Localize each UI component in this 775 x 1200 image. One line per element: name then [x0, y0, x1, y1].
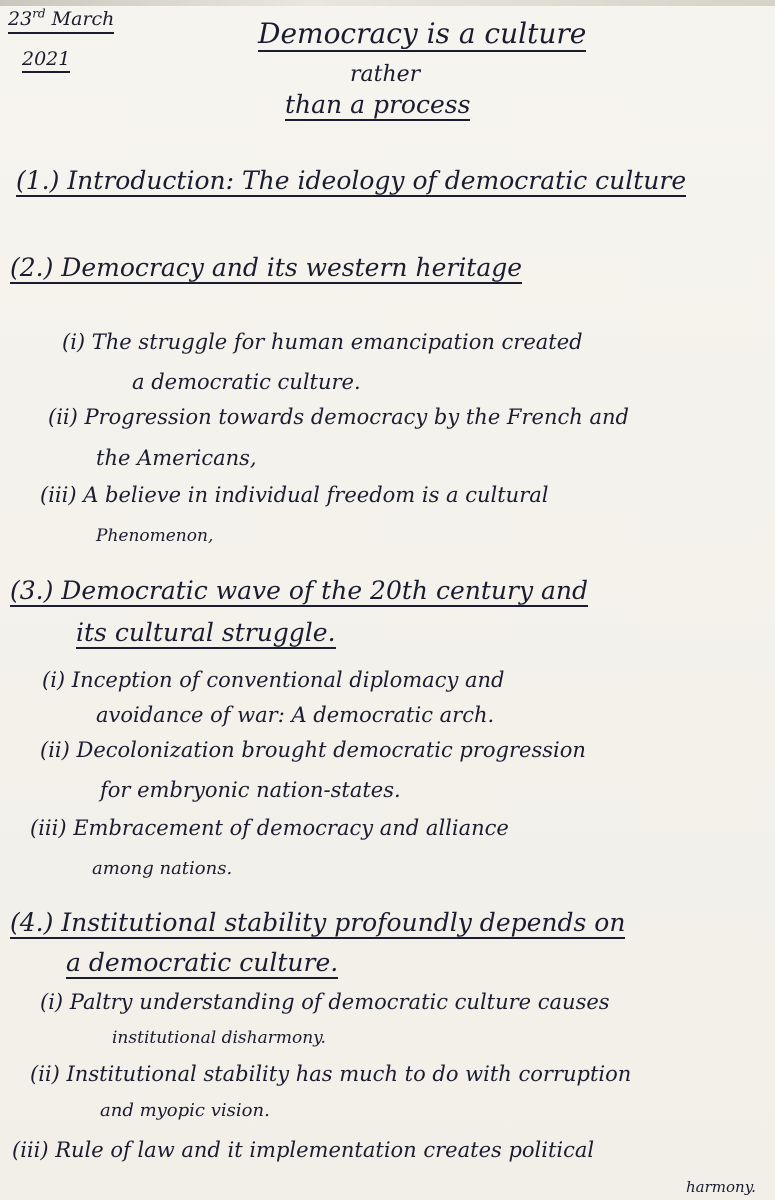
- section-3-item-2-cont: for embryonic nation-states.: [100, 778, 401, 802]
- section-2-heading: (2.) Democracy and its western heritage: [10, 253, 523, 282]
- section-3-item-3-cont: among nations.: [92, 858, 233, 879]
- section-2-item-1-cont: a democratic culture.: [132, 370, 361, 394]
- section-4-item-2: (ii) Institutional stability has much to do with corruption: [30, 1062, 632, 1086]
- section-3-item-1-cont: avoidance of war: A democratic arch.: [96, 703, 495, 727]
- section-4-heading-cont: a democratic culture.: [66, 948, 339, 977]
- section-2-item-2: (ii) Progression towards democracy by the French and: [48, 405, 629, 429]
- section-3-item-1: (i) Inception of conventional diplomacy and: [42, 668, 505, 692]
- section-4-item-1-cont: institutional disharmony.: [112, 1028, 326, 1048]
- section-2-item-1: (i) The struggle for human emancipation created: [62, 330, 583, 354]
- section-3-heading: (3.) Democratic wave of the 20th century and: [10, 576, 589, 605]
- date-year: 2021: [22, 50, 70, 73]
- title-line-2: rather: [350, 62, 421, 87]
- section-3-item-3: (iii) Embracement of democracy and alliance: [30, 816, 509, 840]
- section-2-item-3: (iii) A believe in individual freedom is a cultural: [40, 483, 549, 507]
- section-4-item-3-cont: harmony.: [686, 1178, 756, 1196]
- section-4-item-3: (iii) Rule of law and it implementation creates political: [12, 1138, 595, 1162]
- section-1-heading: (1.) Introduction: The ideology of democratic culture: [16, 166, 687, 195]
- page-top-edge: [0, 0, 775, 6]
- section-3-item-2: (ii) Decolonization brought democratic progression: [40, 738, 586, 762]
- title-line-1: Democracy is a culture: [258, 17, 587, 50]
- section-2-item-2-cont: the Americans,: [96, 446, 257, 470]
- title-line-3: than a process: [285, 90, 471, 119]
- section-4-item-2-cont: and myopic vision.: [100, 1100, 270, 1121]
- section-4-item-1: (i) Paltry understanding of democratic culture causes: [40, 990, 610, 1014]
- section-2-item-3-cont: Phenomenon,: [96, 526, 214, 546]
- section-3-heading-cont: its cultural struggle.: [76, 618, 336, 647]
- date-day-month: 23rd March: [8, 8, 114, 29]
- section-4-heading: (4.) Institutional stability profoundly depends on: [10, 908, 626, 937]
